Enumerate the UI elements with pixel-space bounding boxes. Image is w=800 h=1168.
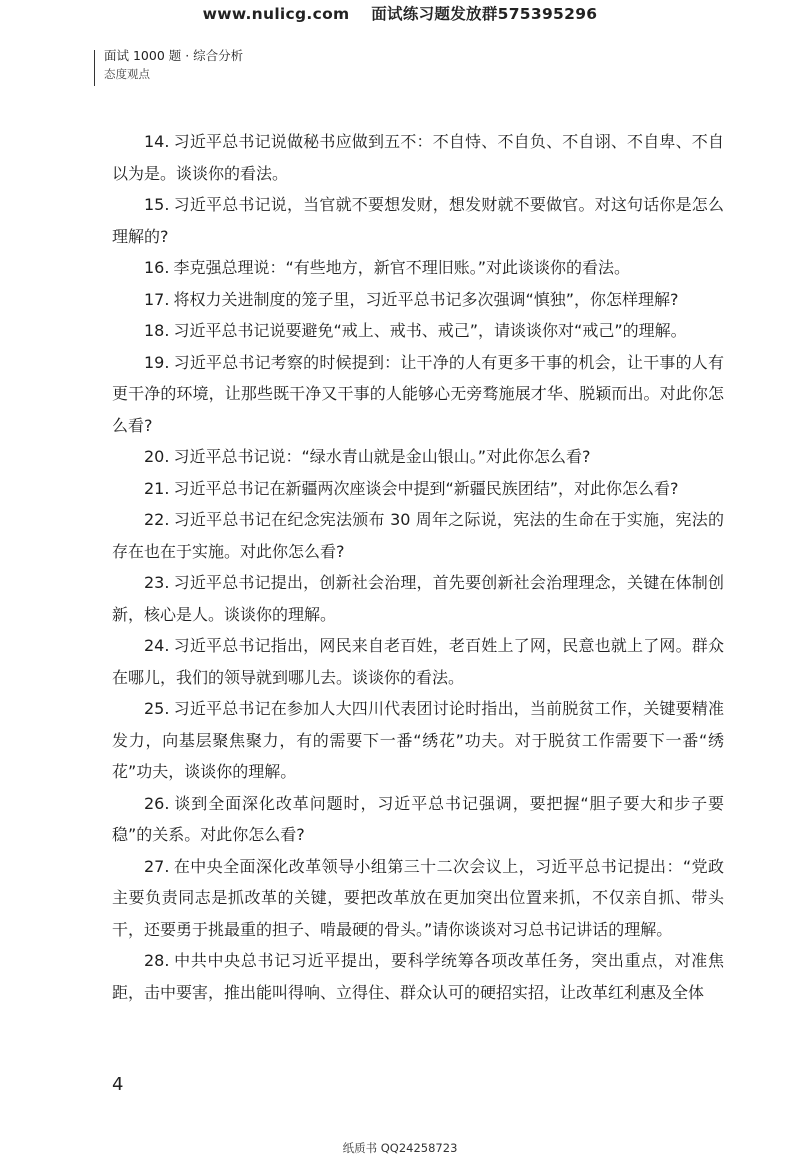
question-text: 习近平总书记在参加人大四川代表团讨论时指出，当前脱贫工作，关键要精准发力，向基层聚焦聚力，有的需要下一番“绣花”功夫。对于脱贫工作需要下一番“绣花”功夫，谈谈你的理解。 bbox=[112, 699, 724, 781]
question-text: 习近平总书记说要避免“戒上、戒书、戒己”，请谈谈你对“戒己”的理解。 bbox=[173, 321, 687, 340]
question-text: 谈到全面深化改革问题时，习近平总书记强调，要把握“胆子要大和步子要稳”的关系。对此你怎么看? bbox=[112, 793, 724, 844]
question-number: 26. bbox=[144, 793, 170, 813]
question-item bbox=[112, 347, 724, 442]
header-title: 面试 1000 题 · 综合分析 bbox=[104, 48, 244, 63]
question-number: 17. bbox=[144, 289, 170, 309]
top-watermark bbox=[0, 2, 800, 24]
question-item bbox=[112, 504, 724, 567]
question-text: 习近平总书记在纪念宪法颁布 30 周年之际说，宪法的生命在于实施，宪法的存在也在于实施。对此你怎么看? bbox=[112, 510, 724, 561]
question-item bbox=[112, 252, 724, 284]
question-number: 16. bbox=[144, 258, 170, 277]
question-text: 习近平总书记说，当官就不要想发财，想发财就不要做官。对这句话你是怎么理解的? bbox=[112, 195, 724, 246]
question-list bbox=[112, 126, 724, 1008]
watermark-site: www.nulicg.com bbox=[202, 5, 350, 23]
page-number: 4 bbox=[112, 1074, 124, 1095]
question-item bbox=[112, 284, 724, 316]
question-number: 25. bbox=[144, 699, 170, 718]
question-text: 习近平总书记指出，网民来自老百姓，老百姓上了网，民意也就上了网。群众在哪儿，我们的领导就到哪儿去。谈谈你的看法。 bbox=[112, 636, 724, 687]
watermark-group: 面试练习题发放群575395296 bbox=[371, 5, 598, 23]
question-item bbox=[112, 126, 724, 189]
header-subtitle: 态度观点 bbox=[104, 67, 150, 81]
question-number: 27. bbox=[144, 856, 170, 876]
question-text: 在中央全面深化改革领导小组第三十二次会议上，习近平总书记提出：“党政主要负责同志是抓改革的关键，要把改革放在更加突出位置来抓，不仅亲自抓、带头干，还要勇于挑最重的担子、啃最硬的骨头。”请你谈谈对习总书记讲话的理解。 bbox=[112, 856, 724, 939]
question-item bbox=[112, 630, 724, 693]
question-item bbox=[112, 315, 724, 347]
question-item bbox=[112, 441, 724, 473]
question-number: 18. bbox=[144, 321, 170, 340]
question-item bbox=[112, 189, 724, 252]
question-number: 19. bbox=[144, 352, 170, 372]
question-item bbox=[112, 693, 724, 788]
question-text: 习近平总书记说：“绿水青山就是金山银山。”对此你怎么看? bbox=[173, 447, 591, 466]
question-item bbox=[112, 945, 724, 1008]
question-text: 习近平总书记提出，创新社会治理，首先要创新社会治理理念，关键在体制创新，核心是人。谈谈你的理解。 bbox=[112, 573, 724, 624]
question-text: 习近平总书记说做秘书应做到五不：不自恃、不自负、不自诩、不自卑、不自以为是。谈谈你的看法。 bbox=[112, 132, 724, 183]
question-number: 14. bbox=[144, 132, 170, 151]
question-number: 23. bbox=[144, 573, 170, 592]
question-text: 习近平总书记考察的时候提到：让干净的人有更多干事的机会，让干事的人有更干净的环境，让那些既干净又干事的人能够心无旁骛施展才华、脱颖而出。对此你怎么看? bbox=[112, 352, 724, 435]
question-text: 李克强总理说：“有些地方，新官不理旧账。”对此谈谈你的看法。 bbox=[173, 258, 631, 277]
question-item bbox=[112, 788, 724, 851]
question-number: 22. bbox=[144, 510, 170, 529]
question-item bbox=[112, 567, 724, 630]
question-number: 24. bbox=[144, 636, 170, 655]
question-number: 20. bbox=[144, 447, 170, 466]
question-text: 中共中央总书记习近平提出，要科学统筹各项改革任务，突出重点，对准焦距，击中要害，推出能叫得响、立得住、群众认可的硬招实招，让改革红利惠及全体 bbox=[112, 951, 724, 1002]
footer-note: 纸质书 QQ24258723 bbox=[342, 1141, 458, 1155]
header-rule bbox=[94, 50, 95, 86]
question-text: 将权力关进制度的笼子里，习近平总书记多次强调“慎独”，你怎样理解? bbox=[173, 289, 679, 309]
question-text: 习近平总书记在新疆两次座谈会中提到“新疆民族团结”，对此你怎么看? bbox=[173, 478, 679, 498]
question-item bbox=[112, 473, 724, 505]
question-number: 28. bbox=[144, 951, 170, 970]
question-item bbox=[112, 851, 724, 946]
question-number: 21. bbox=[144, 478, 170, 498]
question-number: 15. bbox=[144, 195, 170, 214]
